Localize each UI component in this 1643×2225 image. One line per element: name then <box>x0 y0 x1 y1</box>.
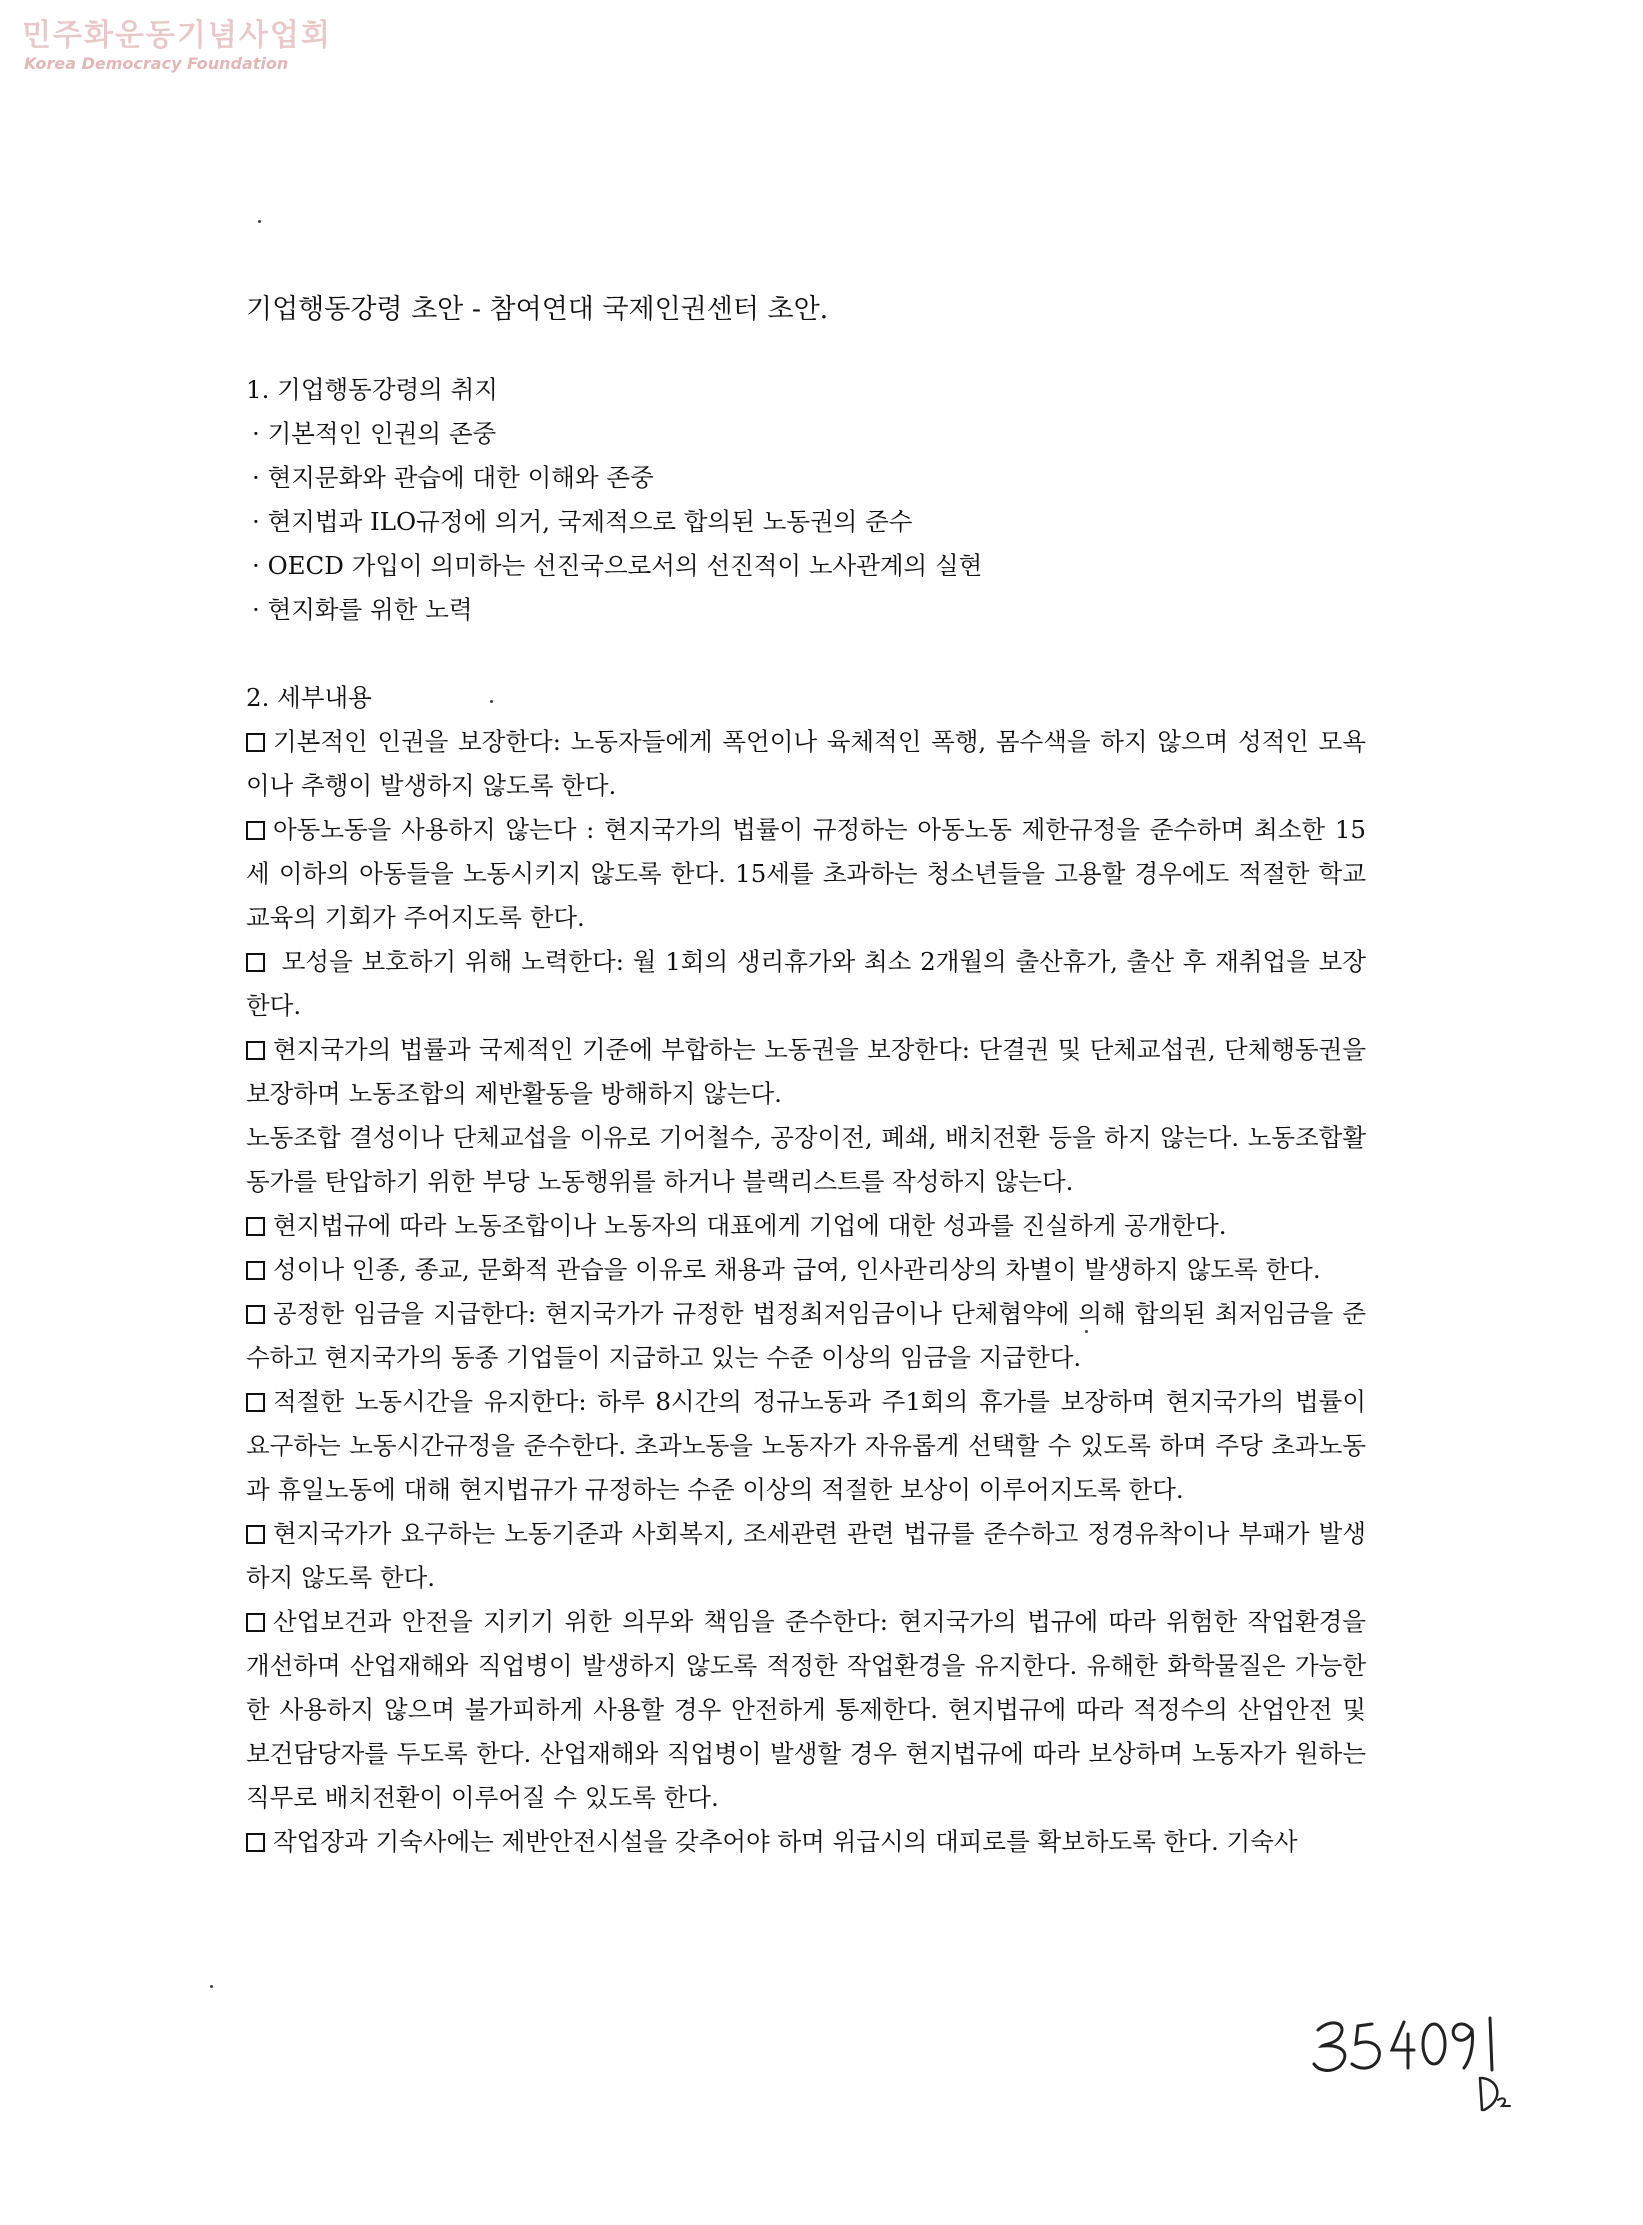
bullet-item: · 기본적인 인권의 존중 <box>246 412 1366 456</box>
provision-text: 노동조합 결성이나 단체교섭을 이유로 기어철수, 공장이전, 폐쇄, 배치전환 등을 하지 않는다. 노동조합활동가를 탄압하기 위한 부당 노동행위를 하거나 블랙리스트를 작성하지 않는다. <box>246 1123 1366 1196</box>
checkbox-icon <box>246 1525 265 1544</box>
provision-item <box>246 1204 1366 1248</box>
provision-item <box>246 1292 1366 1380</box>
handwritten-number-drawing <box>1300 2000 1520 2120</box>
handwritten-annotation <box>1300 2000 1520 2120</box>
checkbox-icon <box>246 1393 265 1412</box>
checkbox-icon <box>246 1833 265 1852</box>
document-title: 기업행동강령 초안 - 참여연대 국제인권센터 초안. <box>246 294 829 325</box>
provision-text: 현지법규에 따라 노동조합이나 노동자의 대표에게 기업에 대한 성과를 진실하게 공개한다. <box>273 1211 1227 1240</box>
provision-text: 산업보건과 안전을 지키기 위한 의무와 책임을 준수한다: 현지국가의 법규에 따라 위험한 작업환경을 개선하며 산업재해와 직업병이 발생하지 않도록 적정한 작업환경을 유지한다. 유해한 화학물질은 가능한 한 사용하지 않으며 불가피하게 사용할 경우 안전하게 통제한다. 현지법규에 따라 적정수의 산업안전 및 보건담당자를 두도록 한다. 산업재해와 직업병이 발생할 경우 현지법규에 따라 보상하며 노동자가 원하는 직무로 배치전환이 이루어질 수 있도록 한다. <box>246 1607 1366 1812</box>
provision-item <box>246 1248 1366 1292</box>
provision-text: 아동노동을 사용하지 않는다 : 현지국가의 법률이 규정하는 아동노동 제한규정을 준수하며 최소한 15세 이하의 아동들을 노동시키지 않도록 한다. 15세를 초과하는 청소년들을 고용할 경우에도 적절한 학교교육의 기회가 주어지도록 한다. <box>246 815 1366 932</box>
bullet-item: · OECD 가입이 의미하는 선진국으로서의 선진적이 노사관계의 실현 <box>246 544 1366 588</box>
scan-speck <box>258 220 261 223</box>
checkbox-icon <box>246 1613 265 1632</box>
checkbox-icon <box>246 1217 265 1236</box>
section-1-bullet-list <box>246 412 1366 632</box>
checkbox-icon <box>246 1261 265 1280</box>
provision-item <box>246 1600 1366 1820</box>
section-spacer <box>246 632 1366 676</box>
bullet-item: · 현지화를 위한 노력 <box>246 588 1366 632</box>
checkbox-icon <box>246 733 265 752</box>
checkbox-icon <box>246 1041 265 1060</box>
scan-speck <box>210 1985 213 1988</box>
provision-text: 모성을 보호하기 위해 노력한다: 월 1회의 생리휴가와 최소 2개월의 출산휴가, 출산 후 재취업을 보장한다. <box>246 947 1366 1020</box>
checkbox-icon <box>246 1305 265 1324</box>
provision-item <box>246 1116 1366 1204</box>
provision-text: 적절한 노동시간을 유지한다: 하루 8시간의 정규노동과 주1회의 휴가를 보장하며 현지국가의 법률이 요구하는 노동시간규정을 준수한다. 초과노동을 노동자가 자유롭게 선택할 수 있도록 하며 주당 초과노동과 휴일노동에 대해 현지법규가 규정하는 수준 이상의 적절한 보상이 이루어지도록 한다. <box>246 1387 1366 1504</box>
provision-item <box>246 1380 1366 1512</box>
section-2-heading: 2. 세부내용 <box>246 683 372 712</box>
provision-item <box>246 1512 1366 1600</box>
foundation-watermark <box>22 18 332 74</box>
provision-text: 현지국가가 요구하는 노동기준과 사회복지, 조세관련 관련 법규를 준수하고 정경유착이나 부패가 발생하지 않도록 한다. <box>246 1519 1366 1592</box>
checkbox-icon <box>246 821 265 840</box>
watermark-name-kr: 민주화운동기념사업회 <box>22 18 332 53</box>
bullet-item: · 현지법과 ILO규정에 의거, 국제적으로 합의된 노동권의 준수 <box>246 500 1366 544</box>
provision-item <box>246 1028 1366 1116</box>
provision-text: 현지국가의 법률과 국제적인 기준에 부합하는 노동권을 보장한다: 단결권 및 단체교섭권, 단체행동권을 보장하며 노동조합의 제반활동을 방해하지 않는다. <box>246 1035 1366 1108</box>
provision-text: 공정한 임금을 지급한다: 현지국가가 규정한 법정최저임금이나 단체협약에 의해 합의된 최저임금을 준수하고 현지국가의 동종 기업들이 지급하고 있는 수준 이상의 임금을 지급한다. <box>246 1299 1366 1372</box>
watermark-name-en: Korea Democracy Foundation <box>24 54 289 73</box>
provision-item <box>246 1820 1366 1864</box>
provision-item <box>246 940 1366 1028</box>
bullet-item: · 현지문화와 관습에 대한 이해와 존중 <box>246 456 1366 500</box>
provision-text: 작업장과 기숙사에는 제반안전시설을 갖추어야 하며 위급시의 대피로를 확보하도록 한다. 기숙사 <box>273 1827 1298 1856</box>
checkbox-icon <box>246 953 265 972</box>
section-1-heading: 1. 기업행동강령의 취지 <box>246 375 498 404</box>
document-body <box>246 288 1366 1864</box>
provision-item <box>246 720 1366 808</box>
provision-item <box>246 808 1366 940</box>
provision-text: 성이나 인종, 종교, 문화적 관습을 이유로 채용과 급여, 인사관리상의 차별이 발생하지 않도록 한다. <box>273 1255 1321 1284</box>
provision-text: 기본적인 인권을 보장한다: 노동자들에게 폭언이나 육체적인 폭행, 몸수색을 하지 않으며 성적인 모욕이나 추행이 발생하지 않도록 한다. <box>246 727 1366 800</box>
